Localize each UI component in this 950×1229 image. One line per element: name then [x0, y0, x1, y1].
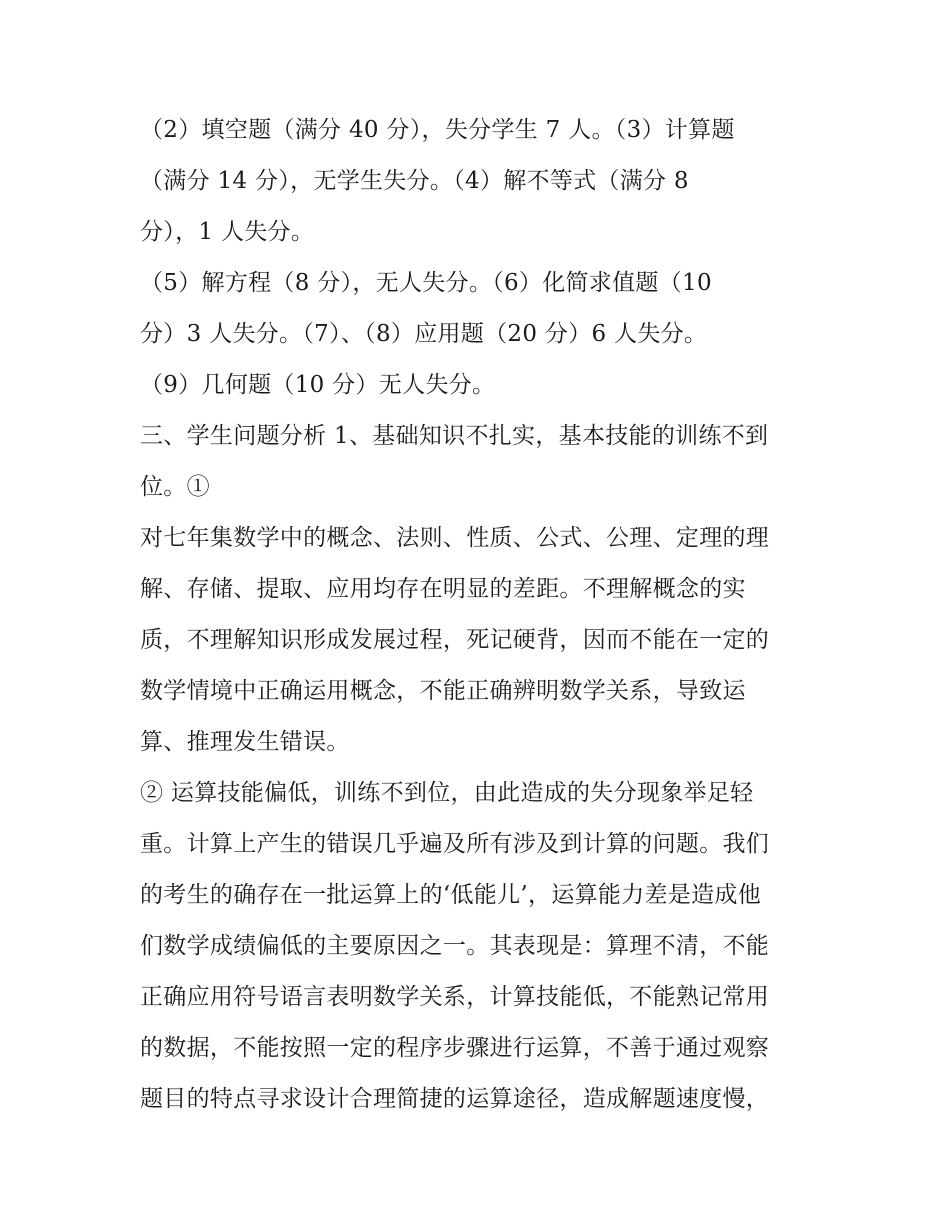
- text-line: 算、推理发生错误。: [140, 729, 350, 755]
- text-line: 解、存储、提取、应用均存在明显的差距。不理解概念的实: [140, 576, 746, 602]
- text-line: 对七年集数学中的概念、法则、性质、公式、公理、定理的理: [140, 525, 770, 551]
- text-line: （满分 14 分），无学生失分。（4）解不等式（满分 8: [140, 168, 689, 194]
- text-line: （5）解方程（8 分），无人失分。（6）化简求值题（10: [140, 270, 712, 296]
- text-line: 的数据，不能按照一定的程序步骤进行运算，不善于通过观察: [140, 1035, 770, 1061]
- text-line: 位。①: [140, 474, 210, 500]
- text-line: ② 运算技能偏低，训练不到位，由此造成的失分现象举足轻: [140, 780, 754, 806]
- text-line: 分），1 人失分。: [140, 219, 315, 245]
- text-line: 重。计算上产生的错误几乎遍及所有涉及到计算的问题。我们: [140, 831, 770, 857]
- text-line: （2）填空题（满分 40 分），失分学生 7 人。（3）计算题: [140, 117, 735, 143]
- document-page: [140, 105, 840, 1125]
- text-line: 正确应用符号语言表明数学关系，计算技能低，不能熟记常用: [140, 984, 770, 1010]
- text-line: 质，不理解知识形成发展过程，死记硬背，因而不能在一定的: [140, 627, 770, 653]
- section-heading-line: 三、学生问题分析 1、基础知识不扎实，基本技能的训练不到: [140, 423, 769, 449]
- text-line: 数学情境中正确运用概念，不能正确辨明数学关系，导致运: [140, 678, 746, 704]
- text-line: 的考生的确存在一批运算上的‘低能儿’，运算能力差是造成他: [140, 882, 762, 908]
- text-line: （9）几何题（10 分）无人失分。: [140, 372, 496, 398]
- text-line: 们数学成绩偏低的主要原因之一。其表现是：算理不清，不能: [140, 933, 770, 959]
- text-line: 题目的特点寻求设计合理简捷的运算途径，造成解题速度慢，: [140, 1086, 770, 1112]
- text-line: 分）3 人失分。（7）、（8）应用题（20 分）6 人失分。: [140, 321, 708, 347]
